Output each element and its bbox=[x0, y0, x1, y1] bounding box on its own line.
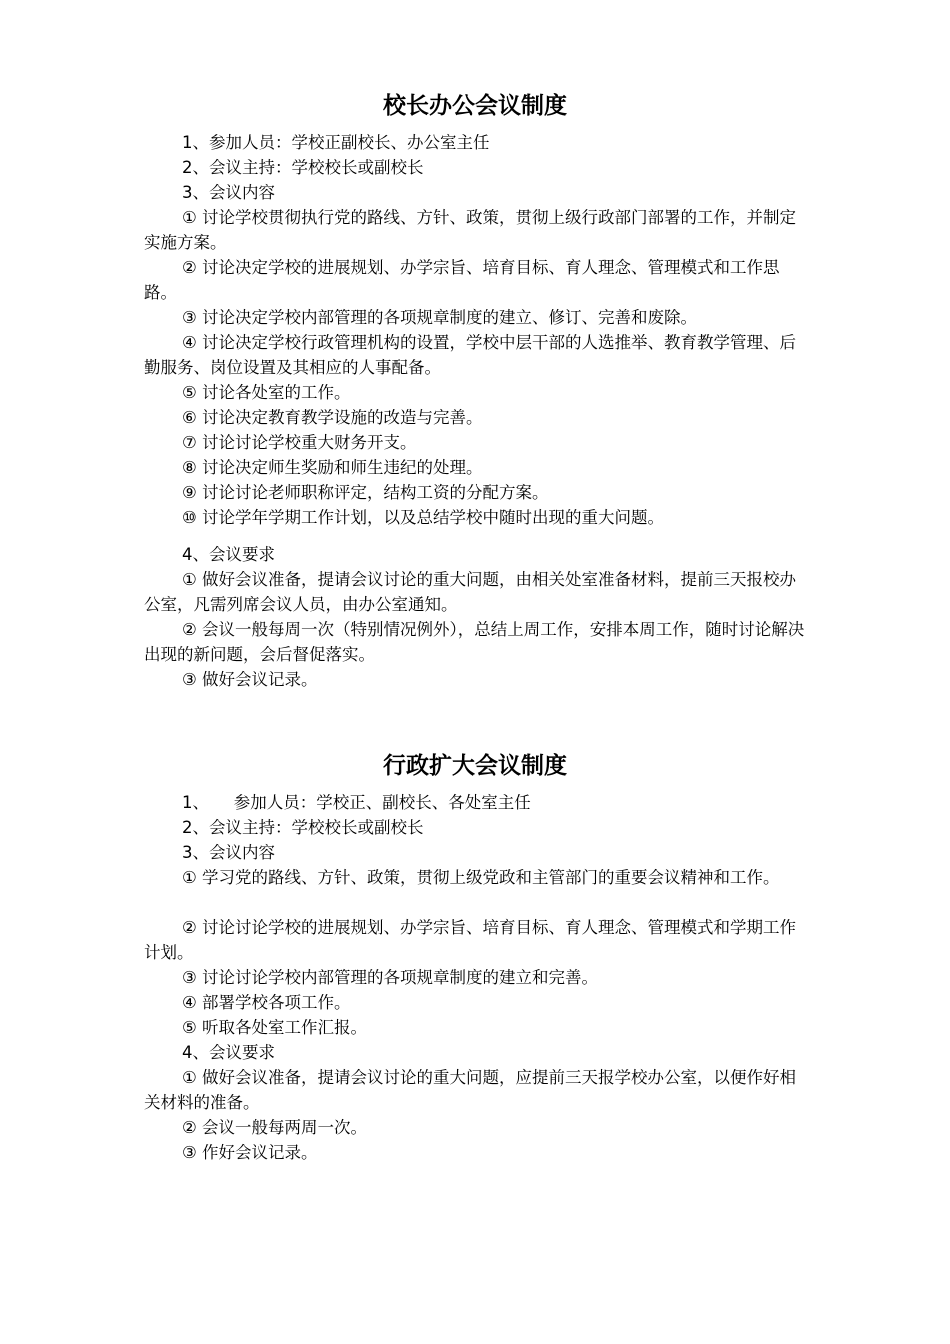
section2-host: 2、会议主持：学校校长或副校长 bbox=[182, 818, 424, 837]
section2-requirements-heading: 4、会议要求 bbox=[182, 1043, 275, 1062]
section2-content-item-5: ⑤ 听取各处室工作汇报。 bbox=[182, 1018, 368, 1037]
section1-content-item-7: ⑦ 讨论讨论学校重大财务开支。 bbox=[182, 433, 417, 452]
section2-title: 行政扩大会议制度 bbox=[383, 753, 567, 779]
section1-requirements-heading: 4、会议要求 bbox=[182, 545, 275, 564]
section1-content-item-10: ⑩ 讨论学年学期工作计划，以及总结学校中随时出现的重大问题。 bbox=[182, 508, 665, 527]
section2-content-heading: 3、会议内容 bbox=[182, 843, 275, 862]
section2-content-item-2: ② 讨论讨论学校的进展规划、办学宗旨、培育目标、育人理念、管理模式和学期工作计划。 bbox=[144, 918, 797, 962]
section1-content-item-3: ③ 讨论决定学校内部管理的各项规章制度的建立、修订、完善和废除。 bbox=[182, 308, 698, 327]
section1-requirement-3: ③ 做好会议记录。 bbox=[182, 670, 318, 689]
section1-content-item-5: ⑤ 讨论各处室的工作。 bbox=[182, 383, 351, 402]
section1-content-item-1: ① 讨论学校贯彻执行党的路线、方针、政策，贯彻上级行政部门部署的工作，并制定实施方案。 bbox=[144, 208, 797, 252]
section1-title: 校长办公会议制度 bbox=[383, 93, 567, 119]
section1-content-item-9: ⑨ 讨论讨论老师职称评定，结构工资的分配方案。 bbox=[182, 483, 549, 502]
section2-content-item-3: ③ 讨论讨论学校内部管理的各项规章制度的建立和完善。 bbox=[182, 968, 599, 987]
section2-content-item-1: ① 学习党的路线、方针、政策，贯彻上级党政和主管部门的重要会议精神和工作。 bbox=[182, 868, 780, 887]
section2-content-item-4: ④ 部署学校各项工作。 bbox=[182, 993, 351, 1012]
section1-content-item-4: ④ 讨论决定学校行政管理机构的设置，学校中层干部的人选推举、教育教学管理、后勤服务、岗位设置及其相应的人事配备。 bbox=[144, 333, 797, 377]
section1-participants: 1、参加人员：学校正副校长、办公室主任 bbox=[182, 133, 490, 152]
section1-content-item-2: ② 讨论决定学校的进展规划、办学宗旨、培育目标、育人理念、管理模式和工作思路。 bbox=[144, 258, 780, 302]
section2-requirement-3: ③ 作好会议记录。 bbox=[182, 1143, 318, 1162]
section1-content-item-8: ⑧ 讨论决定师生奖励和师生违纪的处理。 bbox=[182, 458, 483, 477]
section1-host: 2、会议主持：学校校长或副校长 bbox=[182, 158, 424, 177]
section1-content-item-6: ⑥ 讨论决定教育教学设施的改造与完善。 bbox=[182, 408, 483, 427]
section1-requirement-1: ① 做好会议准备，提请会议讨论的重大问题，由相关处室准备材料，提前三天报校办公室，凡需列席会议人员，由办公室通知。 bbox=[144, 570, 797, 614]
section2-requirement-2: ② 会议一般每两周一次。 bbox=[182, 1118, 368, 1137]
section1-content-heading: 3、会议内容 bbox=[182, 183, 275, 202]
section1-requirement-2: ② 会议一般每周一次（特别情况例外），总结上周工作，安排本周工作，随时讨论解决出现的新问题，会后督促落实。 bbox=[144, 620, 805, 664]
section2-participants: 1、 参加人员：学校正、副校长、各处室主任 bbox=[182, 793, 531, 812]
section2-requirement-1: ① 做好会议准备，提请会议讨论的重大问题，应提前三天报学校办公室，以便作好相关材料的准备。 bbox=[144, 1068, 797, 1112]
